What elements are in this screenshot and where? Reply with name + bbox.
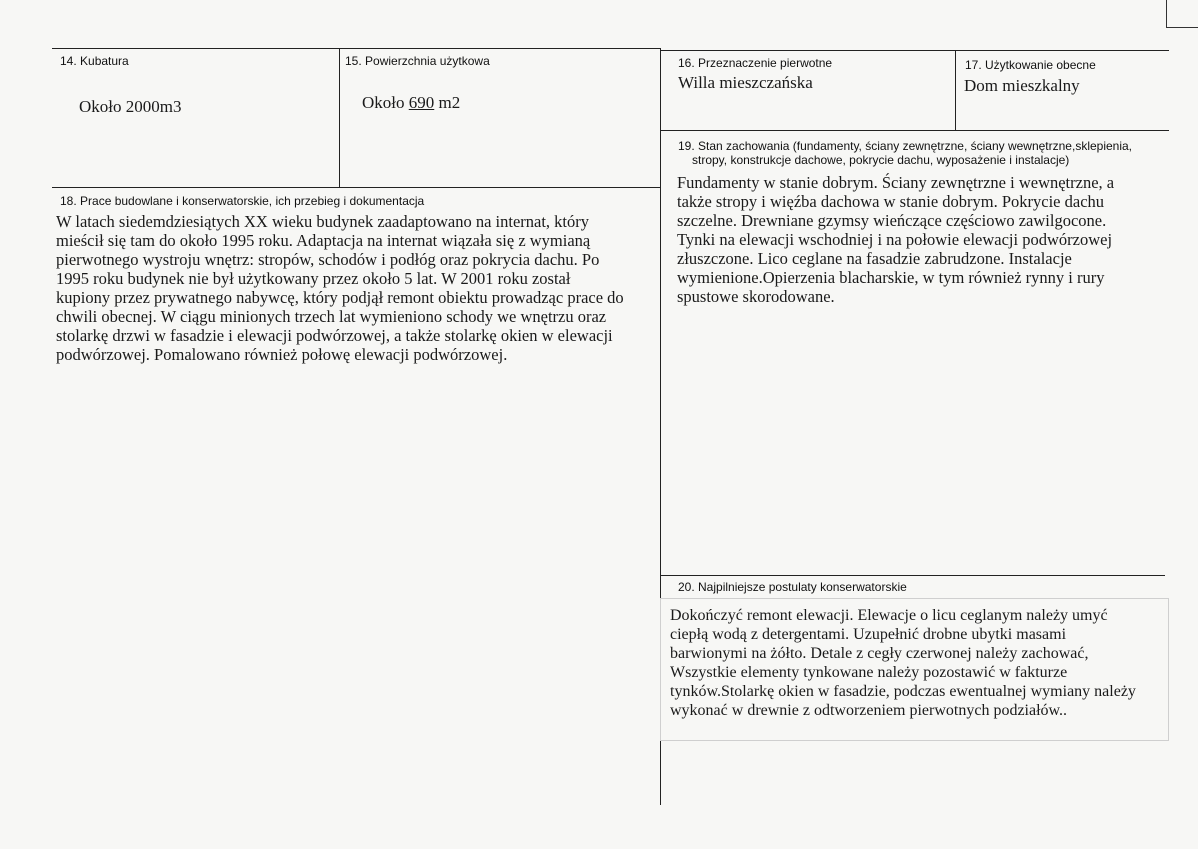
kubatura-value: Około 2000m3 [79, 97, 182, 116]
stan-label-line2: stropy, konstrukcje dachowe, pokrycie dachu, wyposażenie i instalacje) [692, 153, 1070, 167]
prace-line: pierwotnego wystroju wnętrz: stropów, schodów i podłóg oraz pokrycia dachu. Po [56, 250, 600, 269]
prace-line: W latach siedemdziesiątych XX wieku budynek zaadaptowano na internat, który [56, 212, 590, 231]
uzytkowanie-value: Dom mieszkalny [964, 76, 1080, 95]
corner-mark [1166, 0, 1167, 28]
stan-text [677, 173, 1165, 306]
stan-line: Tynki na elewacji wschodniej i na połowie elewacji podwórzowej [677, 230, 1113, 249]
stan-line: złuszczone. Lico ceglane na fasadzie zabrudzone. Instalacje [677, 249, 1072, 268]
prace-text [56, 212, 656, 364]
postulaty-line: wykonać w drewnie z odtworzeniem pierwotnych podziałów.. [670, 702, 1068, 719]
prace-line: stolarkę drzwi w fasadzie i elewacji podwórzowej, a także stolarkę okien w elewacji [56, 326, 613, 345]
postulaty-line: Wszystkie elementy tynkowane należy pozostawić w fakturze [670, 664, 1068, 681]
kubatura-label: 14. Kubatura [60, 54, 129, 68]
powierzchnia-value [362, 93, 460, 112]
prace-line: mieścił się tam do około 1995 roku. Adaptacja na internat wiązała się z wymianą [56, 231, 591, 250]
top-rule-right [661, 50, 1169, 51]
rule-above-18 [52, 187, 660, 188]
prace-line: chwili obecnej. W ciągu minionych trzech lat wymieniono schody we wnętrzu oraz [56, 307, 607, 326]
powierzchnia-label: 15. Powierzchnia użytkowa [345, 54, 490, 68]
powierzchnia-number: 690 [408, 93, 435, 112]
stan-line: szczelne. Drewniane gzymsy wieńczące częściowo zawilgocone. [677, 211, 1107, 230]
prace-line: podwórzowej. Pomalowano również połowę elewacji podwórzowej. [56, 345, 508, 364]
divider-16-17 [955, 50, 956, 130]
stan-line: wymienione.Opierzenia blacharskie, w tym również rynny i rury [677, 268, 1105, 287]
top-rule-left [52, 48, 660, 49]
rule-above-19 [661, 130, 1169, 131]
postulaty-line: Dokończyć remont elewacji. Elewacje o licu ceglanym należy umyć [670, 607, 1108, 624]
uzytkowanie-label: 17. Użytkowanie obecne [965, 58, 1096, 72]
powierzchnia-suffix: m2 [434, 93, 461, 112]
postulaty-text [670, 606, 1166, 720]
przeznaczenie-label: 16. Przeznaczenie pierwotne [678, 56, 833, 70]
postulaty-line: ciepłą wodą z detergentami. Uzupełnić drobne ubytki masami [670, 626, 1067, 643]
stan-line: Fundamenty w stanie dobrym. Ściany zewnętrzne i wewnętrzne, a [677, 173, 1115, 192]
prace-label: 18. Prace budowlane i konserwatorskie, ich przebieg i dokumentacja [60, 194, 425, 208]
przeznaczenie-value: Willa mieszczańska [678, 73, 813, 92]
prace-line: 1995 roku budynek nie był użytkowany przez około 5 lat. W 2001 roku został [56, 269, 571, 288]
corner-tick [1166, 27, 1198, 28]
powierzchnia-prefix: Około [362, 93, 409, 112]
postulaty-line: tynków.Stolarkę okien w fasadzie, podczas ewentualnej wymiany należy [670, 683, 1136, 700]
rule-above-20 [661, 575, 1165, 576]
prace-line: kupiony przez prywatnego nabywcę, który podjął remont obiektu prowadząc prace do [56, 288, 624, 307]
postulaty-line: barwionymi na żółto. Detale z cegły czerwonej należy zachować, [670, 645, 1089, 662]
stan-line: także stropy i więźba dachowa w stanie dobrym. Pokrycie dachu [677, 192, 1105, 211]
postulaty-label: 20. Najpilniejsze postulaty konserwatorskie [678, 580, 907, 594]
stan-label-line1: 19. Stan zachowania (fundamenty, ściany zewnętrzne, ściany wewnętrzne,sklepienia, [678, 139, 1133, 153]
divider-14-15 [339, 48, 340, 187]
stan-line: spustowe skorodowane. [677, 287, 835, 306]
